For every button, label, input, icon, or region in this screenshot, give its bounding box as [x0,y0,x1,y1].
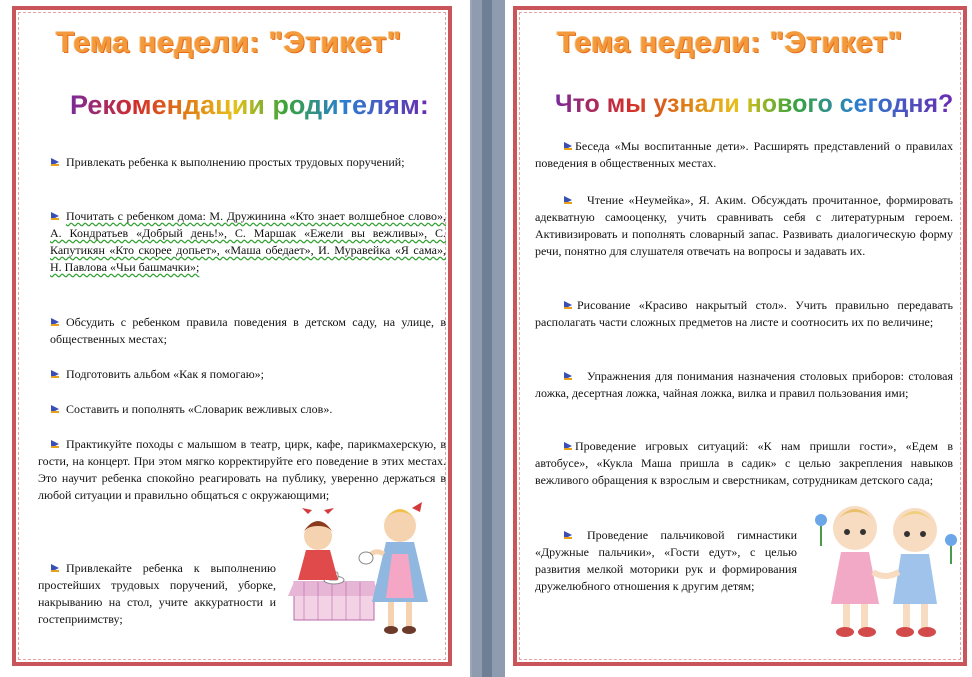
bullet-icon [50,211,60,221]
bullet-icon [563,195,573,205]
list-item: Привлекайте ребенка к выполнению простейших трудовых поручений, уборке, накрыванию на стол, учите аккуратности и гостеприимству; [38,561,276,626]
bullet-icon [563,141,573,151]
list-item: Практикуйте походы с малышом в театр, цирк, кафе, парикмахерскую, в гости, на концерт. При этом мягко корректируйте его поведение в этих местах. Это научит ребенка спокойно реагировать на публику, уверенно держаться в любой ситуации и правильно общаться с окружающими; [38,437,446,502]
list-item: Подготовить альбом «Как я помогаю»; [50,366,446,383]
bullet-icon [563,371,573,381]
list-item: Беседа «Мы воспитанные дети». Расширять представлений о правилах поведения в общественных местах. [535,139,953,170]
list-item: Рисование «Красиво накрытый стол». Учить правильно передавать располагать части сложных предметов на листе и соотносить их по величине; [535,298,953,329]
list-item: Чтение «Неумейка», Я. Аким. Обсуждать прочитанное, формировать адекватную самооценку, учить сравнивать себя с литературным героем. Активизировать и пополнять словарный запас. Развивать диалогическую форму речи, понятно для слушателя отвечать на вопросы и задавать их. [535,193,953,258]
bullet-icon [563,530,573,540]
bullet-icon [50,439,60,449]
list-item: Привлекать ребенка к выполнению простых трудовых поручений; [50,154,446,171]
children-holding-hands-illustration [811,492,961,644]
what-we-learned-heading: Что мы узнали нового сегодня? [555,90,954,118]
bullet-icon [50,369,60,379]
theme-title: Тема недели: "Этикет" [56,26,402,59]
recommendations-heading: Рекомендации родителям: [70,90,429,120]
bullet-icon [563,441,573,451]
bullet-icon [50,563,60,573]
bullet-icon [50,157,60,167]
tea-party-illustration [288,496,448,646]
left-page [0,0,470,677]
list-item: Проведение игровых ситуаций: «К нам пришли гости», «Едем в автобусе», «Кукла Маша пришла в садик» с целью закрепления навыков вежливого обращения к взрослым и сверстникам, сотрудникам детского сада; [535,439,953,487]
bullet-icon [50,404,60,414]
list-item: Проведение пальчиковой гимнастики «Дружные пальчики», «Гости едут», с целью развития мелкой моторики рук и формирования дружелюбного отношения к другим детям; [535,528,797,593]
list-item: Составить и пополнять «Словарик вежливых слов». [50,401,446,418]
vertical-scrollbar[interactable] [482,0,492,677]
right-page [505,0,972,677]
theme-title: Тема недели: "Этикет" [557,26,903,59]
list-item: Упражнения для понимания назначения столовых приборов: столовая ложка, десертная ложка, чайная ложка, вилка и правил пользования ими; [535,369,953,400]
list-item: Обсудить с ребенком правила поведения в детском саду, на улице, в общественных местах; [50,315,446,346]
bullet-icon [563,300,573,310]
list-item: Почитать с ребенком дома: М. Дружинина «Кто знает волшебное слово», А. Кондратьев «Добрый день!», С. Маршак «Ежели вы вежливы», С. Капутикян «Кто скорее допьет», «Маша обедает», И. Муравейка «Я сама», Н. Павлова «Чьи башмачки»; [50,209,446,274]
bullet-icon [50,317,60,327]
